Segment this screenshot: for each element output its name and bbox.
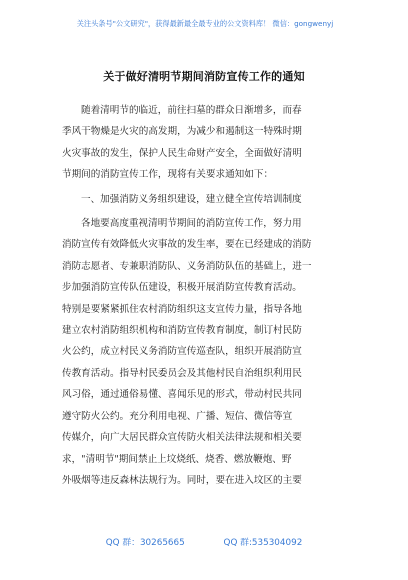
text-line: 特别是要紧紧抓住农村消防组织这支宣传力量，指导各地 bbox=[62, 303, 302, 315]
text-line: 火灾事故的发生，保护人民生命财产安全，全面做好清明 bbox=[62, 147, 302, 159]
text-line: 风习俗，通过通俗易懂、喜闻乐见的形式，带动村民共同 bbox=[62, 389, 302, 401]
footer-contact bbox=[0, 535, 408, 548]
document-body bbox=[62, 100, 350, 491]
footer-qq-group-1: QQ 群：30265665 bbox=[105, 538, 185, 548]
text-line: 外吸烟等违反森林法规行为。同时，要在进入坟区的主要 bbox=[62, 474, 302, 486]
document-title: 关于做好清明节期间消防宣传工作的通知 bbox=[103, 70, 305, 83]
text-line: 各地要高度重视清明节期间的消防宣传工作，努力用 bbox=[81, 218, 302, 230]
text-line: 季风干物燥是火灾的高发期，为减少和遏制这一特殊时期 bbox=[62, 126, 302, 138]
text-line: 随着清明节的临近，前往扫墓的群众日渐增多，而春 bbox=[81, 105, 302, 116]
text-line: 遵守防火公约。充分利用电视、广播、短信、微信等宣 bbox=[62, 410, 293, 422]
section-heading: 一、加强消防义务组织建设，建立健全宣传培训制度 bbox=[81, 193, 302, 205]
paragraph-intro bbox=[62, 100, 350, 186]
text-line: 消防志愿者、专兼职消防队、义务消防队伍的基础上，进一 bbox=[62, 260, 312, 272]
text-line: 火公约，成立村民义务消防宣传巡查队，组织开展消防宣 bbox=[62, 346, 302, 358]
text-line: 节期间的消防宣传工作，现将有关要求通知如下： bbox=[62, 169, 274, 181]
text-line: 步加强消防宣传队伍建设，积极开展消防宣传教育活动。 bbox=[62, 282, 302, 294]
footer-qq-group-2: QQ 群:535304092 bbox=[223, 538, 303, 548]
text-line: 建立农村消防组织机构和消防宣传教育制度，制订村民防 bbox=[62, 325, 302, 337]
text-line: 传媒介，向广大居民群众宣传防火相关法律法规和相关要 bbox=[62, 432, 302, 444]
header-notice: 关注头条号"公文研究"，获得最新最全最专业的公文资料库！ 微信：gongwenyj bbox=[76, 19, 334, 28]
text-line: 传教育活动。指导村民委员会及其他村民自治组织利用民 bbox=[62, 367, 302, 379]
text-line: 求，"清明节"期间禁止上坟烧纸、烧香、燃放鞭炮、野 bbox=[62, 453, 292, 465]
paragraph-section1 bbox=[62, 213, 350, 491]
text-line: 消防宣传有效降低火灾事故的发生率，要在已经建成的消防 bbox=[62, 239, 312, 251]
